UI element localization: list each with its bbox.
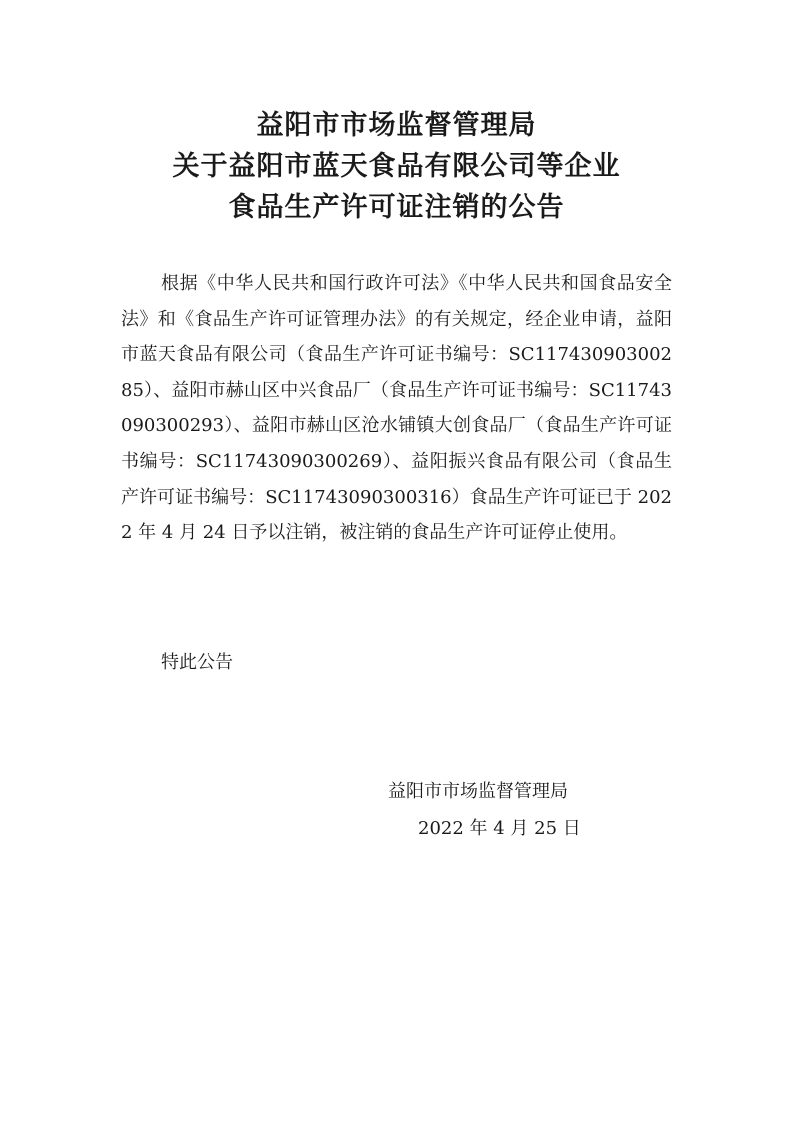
- announcement-body: 根据《中华人民共和国行政许可法》《中华人民共和国食品安全法》和《食品生产许可证管理办法》的有关规定，经企业申请，益阳市蓝天食品有限公司（食品生产许可证书编号：SC11743090300285）、益阳市赫山区中兴食品厂（食品生产许可证书编号：SC11743090300293）、益阳市赫山区沧水铺镇大创食品厂（食品生产许可证书编号：SC11743090300269）、益阳振兴食品有限公司（食品生产许可证书编号：SC11743090300316）食品生产许可证已于 2022 年 4 月 24 日予以注销，被注销的食品生产许可证停止使用。: [121, 273, 672, 544]
- document-title-line-2: 关于益阳市蓝天食品有限公司等企业: [172, 151, 621, 182]
- closing-phrase: 特此公告: [161, 652, 233, 673]
- issuing-organization: 益阳市市场监督管理局: [388, 781, 568, 802]
- document-title-line-3: 食品生产许可证注销的公告: [228, 192, 565, 223]
- issue-date: 2022 年 4 月 25 日: [418, 818, 581, 839]
- document-title-line-1: 益阳市市场监督管理局: [256, 110, 537, 141]
